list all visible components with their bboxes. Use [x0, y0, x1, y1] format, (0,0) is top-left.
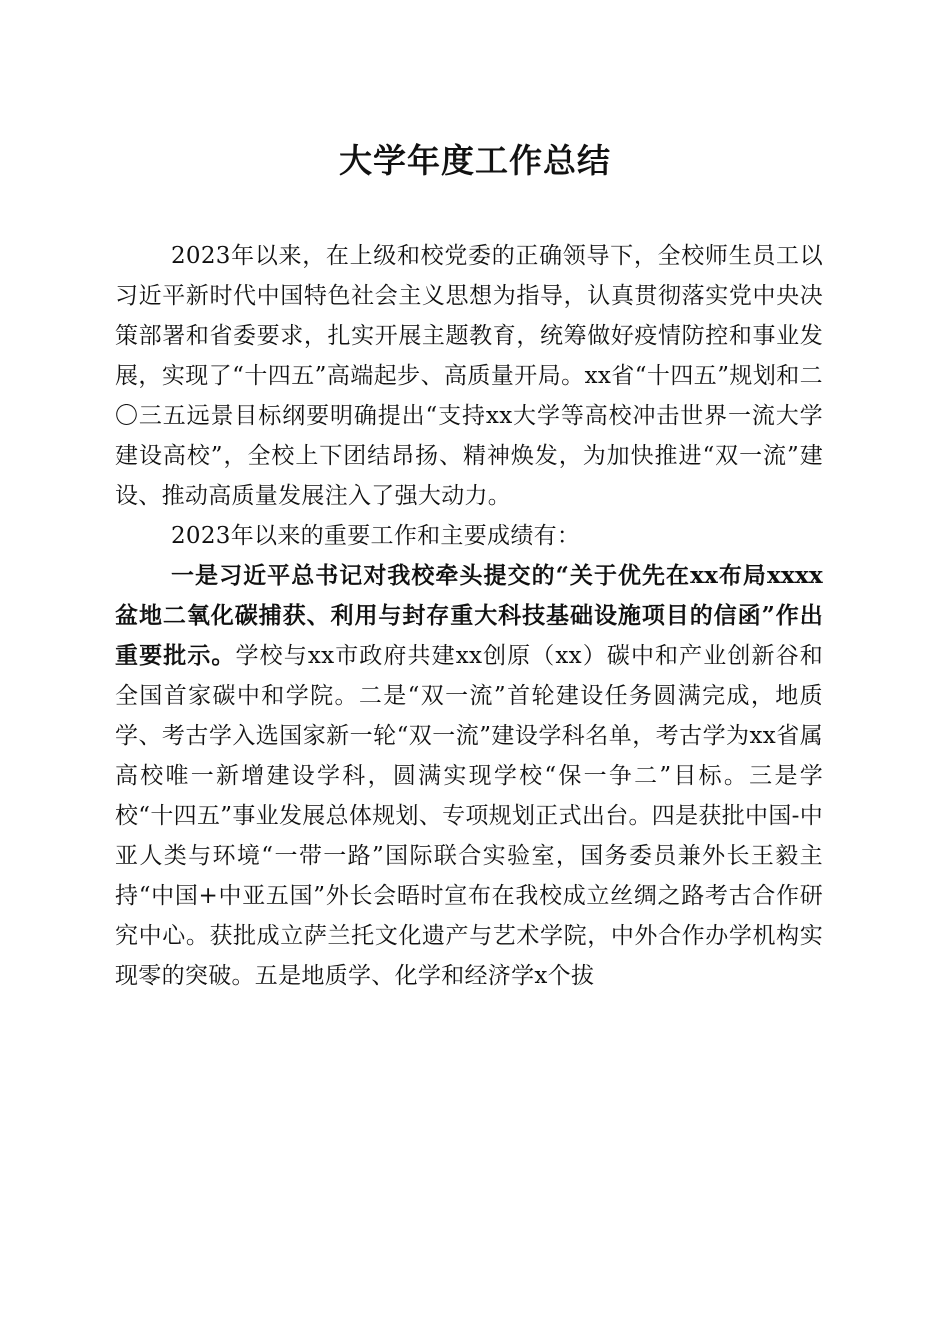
- paragraph-achievements-lead: 2023年以来的重要工作和主要成绩有：: [171, 523, 581, 549]
- paragraph-intro: 2023年以来，在上级和校党委的正确领导下，全校师生员工以习近平新时代中国特色社会主义思想为指导，认真贯彻落实党中央决策部署和省委要求，扎实开展主题教育，统筹做好疫情防控和事业发展，实现了“十四五”高端起步、高质量开局。xx省“十四五”规划和二〇三五远景目标纲要明确提出“支持xx大学等高校冲击世界一流大学建设高校”，全校上下团结昂扬、精神焕发，为加快推进“双一流”建设、推动高质量发展注入了强大动力。: [115, 243, 823, 509]
- paragraph-continuation: 学校与xx市政府共建xx创原（xx）碳中和产业创新谷和全国首家碳中和学院。二是“双一流”首轮建设任务圆满完成，地质学、考古学入选国家新一轮“双一流”建设学科名单，考古学为xx省属高校唯一新增建设学科，圆满实现学校“保一争二”目标。三是学校“十四五”事业发展总体规划、专项规划正式出台。四是获批中国-中亚人类与环境“一带一路”国际联合实验室，国务委员兼外长王毅主持“中国+中亚五国”外长会晤时宣布在我校成立丝绸之路考古合作研究中心。获批成立萨兰托文化遗产与艺术学院，中外合作办学机构实现零的突破。五是地质学、化学和经济学x个拔: [115, 643, 823, 989]
- paragraph-achievements-list: [115, 556, 823, 996]
- document-title: 大学年度工作总结: [339, 141, 611, 180]
- document-body: [115, 236, 823, 996]
- paragraph-emphasis: 一是习近平总书记对我校牵头提交的“关于优先在xx布局xxxx盆地二氧化碳捕获、利用与封存重大科技基础设施项目的信函”作出重要批示。: [115, 562, 823, 669]
